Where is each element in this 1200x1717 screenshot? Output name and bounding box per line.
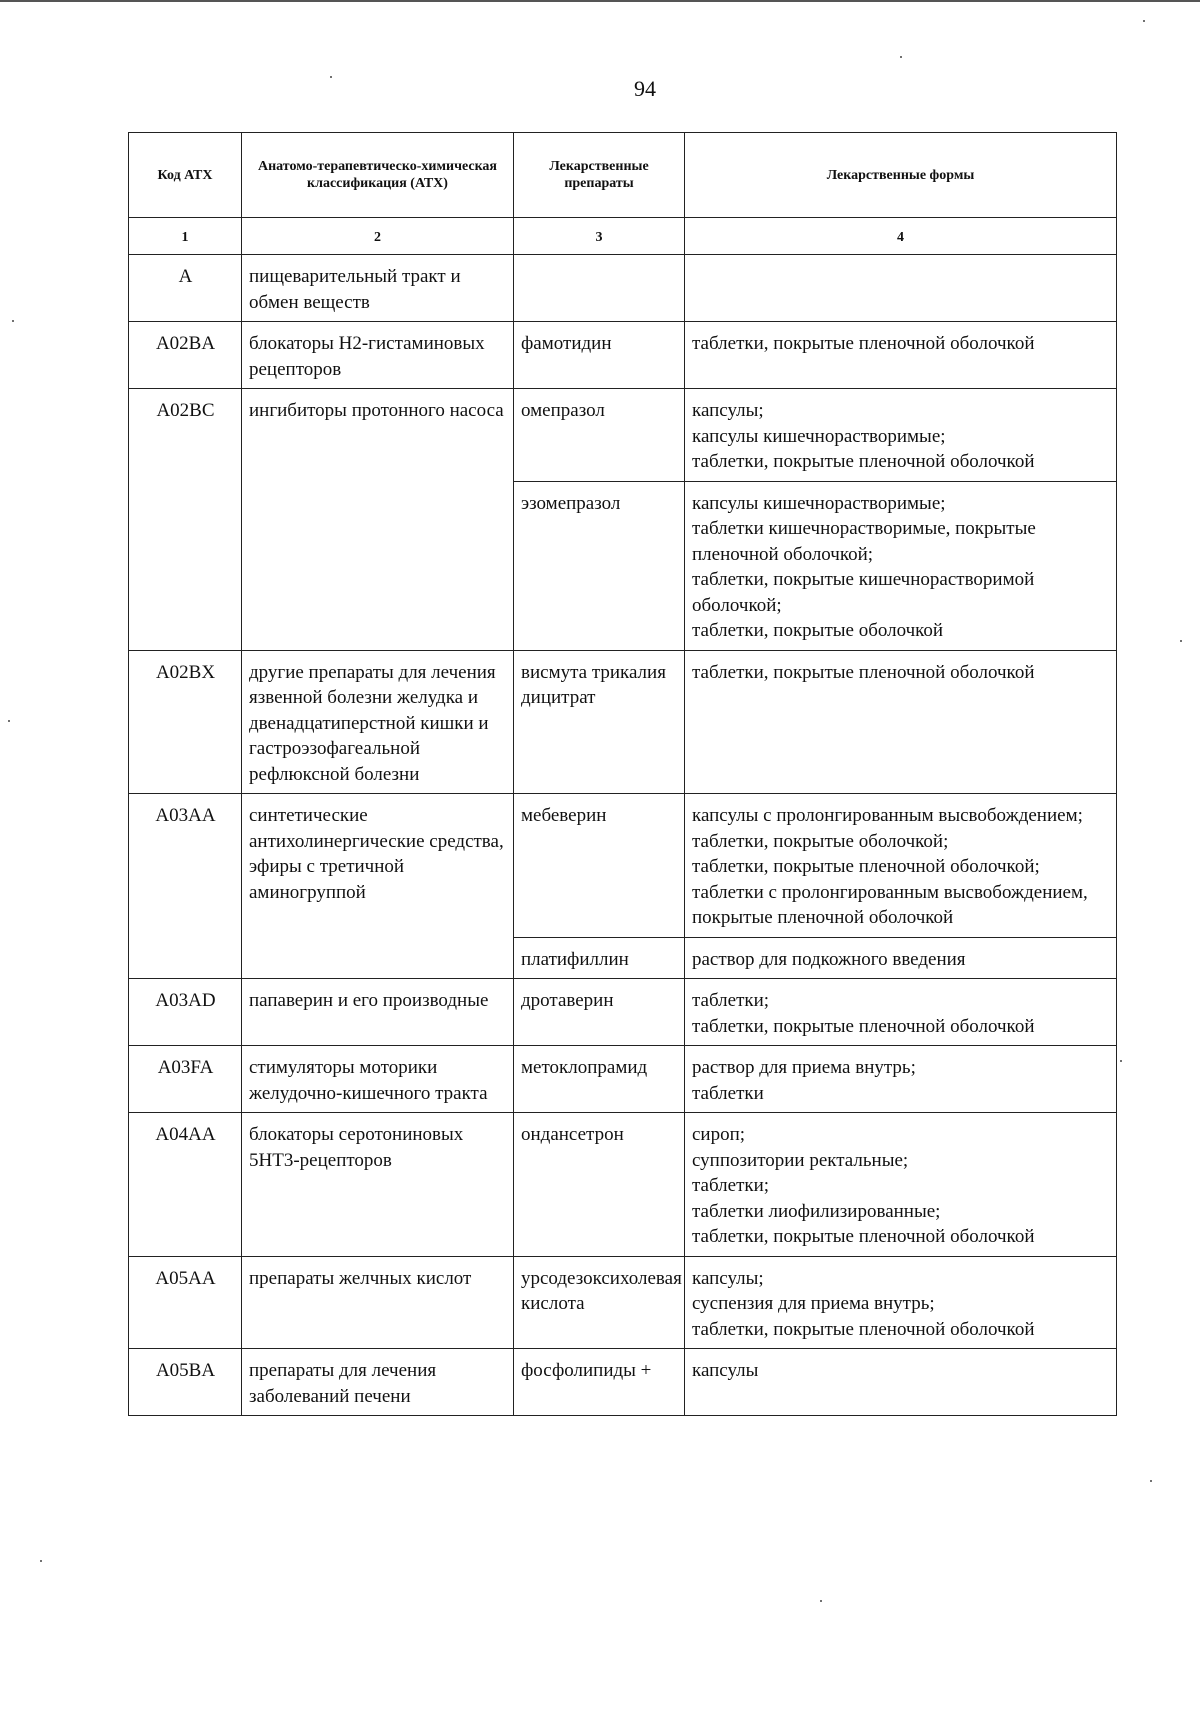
dosage-form-item: капсулы кишечнорастворимые; <box>692 492 946 514</box>
atc-code-cell: A05BA <box>129 1349 242 1416</box>
atc-code-cell: A03FA <box>129 1046 242 1113</box>
table-header-row <box>129 133 1117 218</box>
table-row <box>129 389 1117 482</box>
dosage-form-item: суспензия для приема внутрь; <box>692 1293 935 1314</box>
header-atc-code: Код АТХ <box>129 133 242 218</box>
dosage-form-item: таблетки, покрытые кишечнорастворимой оболочкой; <box>692 569 1035 616</box>
dosage-form-item: таблетки, покрытые оболочкой <box>692 620 944 641</box>
dosage-form-item: таблетки кишечнорастворимые, покрытые пленочной оболочкой; <box>692 518 1036 565</box>
dosage-form-item: суппозитории ректальные; <box>692 1149 909 1171</box>
dosage-form-item: капсулы; <box>692 400 764 421</box>
atc-code-cell: A04AA <box>129 1113 242 1257</box>
drug-name-cell: омепразол <box>514 389 685 482</box>
scan-speck <box>1180 640 1182 642</box>
page-number: 94 <box>634 76 656 101</box>
drug-name-cell: фамотидин <box>514 322 685 389</box>
drug-name-cell: метоклопрамид <box>514 1046 685 1113</box>
atc-code-cell: A05AA <box>129 1256 242 1349</box>
dosage-forms-cell <box>685 794 1117 938</box>
dosage-form-item: таблетки; <box>692 990 770 1011</box>
dosage-form-item: таблетки, покрытые оболочкой; <box>692 830 949 852</box>
dosage-forms-cell <box>685 650 1117 794</box>
drug-name-cell: фосфолипиды + <box>514 1349 685 1416</box>
drug-name-cell: дротаверин <box>514 979 685 1046</box>
column-number-3: 3 <box>514 218 685 255</box>
dosage-forms-cell <box>685 389 1117 482</box>
classification-cell: стимуляторы моторики желудочно-кишечного тракта <box>242 1046 514 1113</box>
column-number-1: 1 <box>129 218 242 255</box>
dosage-forms-cell <box>685 1349 1117 1416</box>
classification-cell: другие препараты для лечения язвенной болезни желудка и двенадцатиперстной кишки и гастроэзофагеальной рефлюксной болезни <box>242 650 514 794</box>
atc-code-cell: A03AD <box>129 979 242 1046</box>
scan-speck <box>8 720 10 722</box>
dosage-form-item: таблетки, покрытые пленочной оболочкой <box>692 451 1035 472</box>
drug-name-cell: эзомепразол <box>514 481 685 650</box>
table-row <box>129 794 1117 938</box>
classification-cell: синтетические антихолинергические средства, эфиры с третичной аминогруппой <box>242 794 514 979</box>
table-row <box>129 1046 1117 1113</box>
classification-cell: препараты для лечения заболеваний печени <box>242 1349 514 1416</box>
dosage-form-item: таблетки, покрытые пленочной оболочкой <box>692 1015 1035 1037</box>
dosage-form-item: таблетки, покрытые пленочной оболочкой; <box>692 856 1040 877</box>
drug-name-cell: платифиллин <box>514 937 685 979</box>
drug-name-cell: урсодезоксихолевая кислота <box>514 1256 685 1349</box>
table-row <box>129 1113 1117 1257</box>
scan-speck <box>40 1560 42 1562</box>
scan-speck <box>820 1600 822 1602</box>
table-row <box>129 255 1117 322</box>
header-dosage-forms: Лекарственные формы <box>685 133 1117 218</box>
header-drugs: Лекарственные препараты <box>514 133 685 218</box>
drug-name-cell: мебеверин <box>514 794 685 938</box>
dosage-forms-cell <box>685 322 1117 389</box>
table-row <box>129 650 1117 794</box>
atc-code-cell: A02BX <box>129 650 242 794</box>
dosage-form-item: таблетки, покрытые пленочной оболочкой <box>692 1318 1035 1340</box>
atc-table <box>128 132 1117 1416</box>
classification-cell: пищеварительный тракт и обмен веществ <box>242 255 514 322</box>
dosage-form-item: капсулы с пролонгированным высвобождением; <box>692 805 1083 826</box>
scan-speck <box>900 56 902 58</box>
dosage-form-item: раствор для приема внутрь; <box>692 1057 916 1078</box>
dosage-forms-cell <box>685 481 1117 650</box>
dosage-form-item: таблетки, покрытые пленочной оболочкой <box>692 661 1035 683</box>
column-number-2: 2 <box>242 218 514 255</box>
scan-speck <box>1120 1060 1122 1062</box>
classification-cell: блокаторы серотониновых 5HT3-рецепторов <box>242 1113 514 1257</box>
scan-speck <box>330 76 332 78</box>
dosage-forms-cell <box>685 255 1117 322</box>
dosage-form-item: раствор для подкожного введения <box>692 948 966 970</box>
dosage-forms-cell <box>685 979 1117 1046</box>
dosage-form-item: таблетки; <box>692 1175 770 1196</box>
classification-cell: папаверин и его производные <box>242 979 514 1046</box>
dosage-form-item: таблетки <box>692 1082 764 1104</box>
drug-name-cell: ондансетрон <box>514 1113 685 1257</box>
classification-cell: блокаторы H2-гистаминовых рецепторов <box>242 322 514 389</box>
table-row <box>129 979 1117 1046</box>
atc-code-cell: A03AA <box>129 794 242 979</box>
dosage-form-item: сироп; <box>692 1124 746 1145</box>
scan-speck <box>1150 1480 1152 1482</box>
scan-top-edge <box>0 0 1200 2</box>
header-classification: Анатомо-терапевтическо-химическая классификация (АТХ) <box>242 133 514 218</box>
column-number-row <box>129 218 1117 255</box>
drug-name-cell: висмута трикалия дицитрат <box>514 650 685 794</box>
scan-speck <box>12 320 14 322</box>
atc-code-cell: А <box>129 255 242 322</box>
classification-cell: препараты желчных кислот <box>242 1256 514 1349</box>
dosage-form-item: капсулы <box>692 1360 759 1381</box>
drug-name-cell <box>514 255 685 322</box>
dosage-forms-cell <box>685 1046 1117 1113</box>
atc-code-cell: A02BA <box>129 322 242 389</box>
table-body <box>129 255 1117 1416</box>
table-row <box>129 322 1117 389</box>
dosage-form-item: таблетки лиофилизированные; <box>692 1200 941 1222</box>
atc-code-cell: A02BC <box>129 389 242 651</box>
dosage-form-item: таблетки, покрытые пленочной оболочкой <box>692 1226 1035 1247</box>
classification-cell: ингибиторы протонного насоса <box>242 389 514 651</box>
dosage-form-item: капсулы кишечнорастворимые; <box>692 425 946 447</box>
column-number-4: 4 <box>685 218 1117 255</box>
dosage-form-item: таблетки, покрытые пленочной оболочкой <box>692 333 1035 354</box>
table-row <box>129 1256 1117 1349</box>
scan-speck <box>1143 20 1145 22</box>
dosage-forms-cell <box>685 937 1117 979</box>
table-row <box>129 1349 1117 1416</box>
dosage-form-item: капсулы; <box>692 1267 764 1289</box>
dosage-form-item: таблетки с пролонгированным высвобождением, покрытые пленочной оболочкой <box>692 881 1088 928</box>
dosage-forms-cell <box>685 1256 1117 1349</box>
dosage-forms-cell <box>685 1113 1117 1257</box>
